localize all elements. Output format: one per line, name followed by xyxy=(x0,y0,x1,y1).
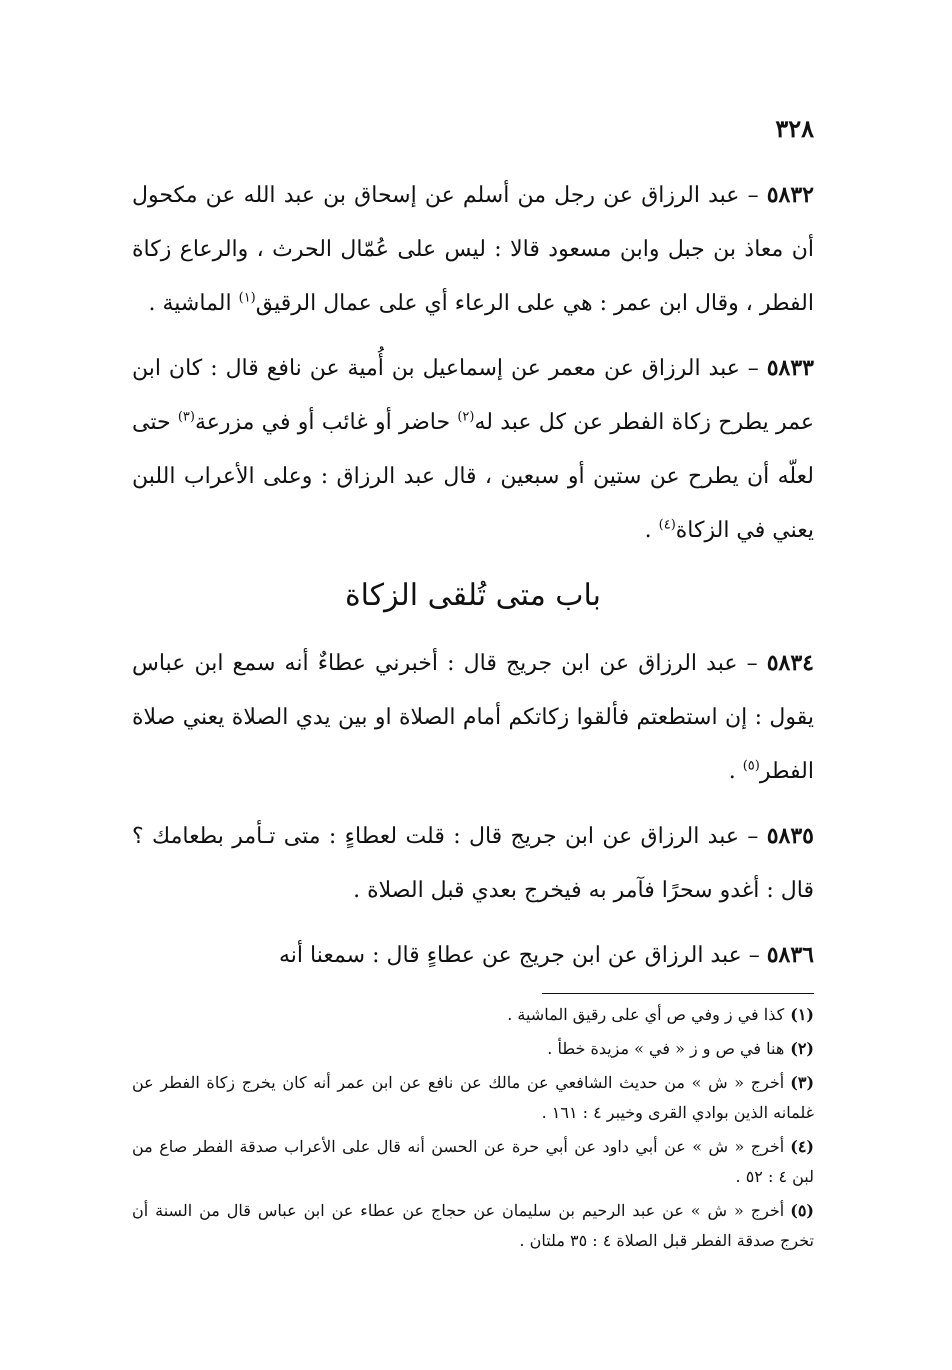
footnote-text: كذا في ز وفي ص أي على رقيق الماشية . xyxy=(507,1005,785,1024)
hadith-number: ٥٨٣٤ xyxy=(766,650,814,676)
footnote-ref[interactable]: (١) xyxy=(238,290,256,306)
footnote-label: (١) xyxy=(790,1005,814,1024)
paragraph-text: . xyxy=(728,759,743,784)
footnote-ref[interactable]: (٥) xyxy=(742,758,760,774)
paragraph-text: – عبد الرزاق عن ابن جريج قال : أخبرني عطاءٌ أنه سمع ابن عباس يقول : إن استطعتم فألقوا زكاتكم أمام الصلاة او بين يدي الصلاة يعني صلاة الفطر xyxy=(132,651,814,784)
paragraph-text: – عبد الرزاق عن ابن جريج عن عطاءٍ قال : سمعنا أنه xyxy=(278,943,767,968)
footnote-ref[interactable]: (٣) xyxy=(177,409,195,425)
paragraph-5836 xyxy=(132,928,814,983)
paragraph-text: – عبد الرزاق عن رجل من أسلم عن إسحاق بن عبد الله عن مكحول أن معاذ بن جبل وابن مسعود قالا : ليس على عُمّال الحرث ، والرعاع زكاة الفطر ، وقال ابن عمر : هي على الرعاء أي على عمال الرقيق xyxy=(132,183,814,316)
footnote-label: (٥) xyxy=(790,1201,814,1220)
paragraph-5833 xyxy=(132,341,814,558)
footnote-text: أخرج « ش » عن عبد الرحيم بن سليمان عن حجاج عن عطاء عن ابن عباس قال من السنة أن تخرج صدقة الفطر قبل الصلاة ٤ : ٣٥ ملتان . xyxy=(132,1201,814,1250)
hadith-number: ٥٨٣٥ xyxy=(766,823,814,849)
body-text xyxy=(132,168,814,983)
hadith-number: ٥٨٣٦ xyxy=(766,942,814,968)
footnote-separator xyxy=(542,993,814,994)
footnote-ref[interactable]: (٢) xyxy=(457,409,475,425)
paragraph-text: . xyxy=(644,518,659,543)
chapter-title: باب متى تُلقى الزكاة xyxy=(344,578,602,613)
hadith-number: ٥٨٣٣ xyxy=(766,355,814,381)
footnote-ref[interactable]: (٤) xyxy=(658,517,676,533)
paragraph-text: حتى لعلّه أن يطرح عن ستين أو سبعين ، قال عبد الرزاق : وعلى الأعراب اللبن يعني في الزكاة xyxy=(132,410,814,543)
paragraph-text: – عبد الرزاق عن ابن جريج قال : قلت لعطاءٍ : متى تـأمر بطعامك ؟ قال : أغدو سحرًا فآمر به فيخرج بعدي قبل الصلاة . xyxy=(132,824,814,903)
footnote-3 xyxy=(132,1068,814,1128)
paragraph-5832 xyxy=(132,168,814,331)
paragraph-5835 xyxy=(132,809,814,918)
footnote-4 xyxy=(132,1132,814,1192)
paragraph-5834 xyxy=(132,636,814,799)
paragraph-text: – عبد الرزاق عن معمر عن إسماعيل بن أُمية عن نافع قال : كان ابن عمر يطرح زكاة الفطر عن كل عبد له xyxy=(132,356,814,435)
hadith-number: ٥٨٣٢ xyxy=(766,182,814,208)
footnote-text: أخرج « ش » عن أبي داود عن أبي حرة عن الحسن أنه قال على الأعراب صدقة الفطر صاع من لبن ٤ : ٥٢ . xyxy=(132,1137,814,1186)
footnote-text: هنا في ص و ز « في » مزيدة خطأ . xyxy=(547,1039,785,1058)
footnote-label: (٢) xyxy=(790,1039,814,1058)
footnote-label: (٤) xyxy=(790,1137,814,1156)
footnote-5 xyxy=(132,1196,814,1256)
footnote-1 xyxy=(132,1000,814,1030)
footnotes xyxy=(132,1000,814,1256)
footnote-text: أخرج « ش » من حديث الشافعي عن مالك عن نافع عن ابن عمر أنه كان يخرج زكاة الفطر عن غلمانه الذين بوادي القرى وخيبر ٤ : ١٦١ . xyxy=(132,1073,814,1122)
paragraph-text: حاضر أو غائب أو في مزرعة xyxy=(194,410,458,435)
footnote-label: (٣) xyxy=(790,1073,815,1092)
paragraph-text: الماشية . xyxy=(148,291,239,316)
page-number: ٣٢٨ xyxy=(775,114,814,143)
footnote-2 xyxy=(132,1034,814,1064)
